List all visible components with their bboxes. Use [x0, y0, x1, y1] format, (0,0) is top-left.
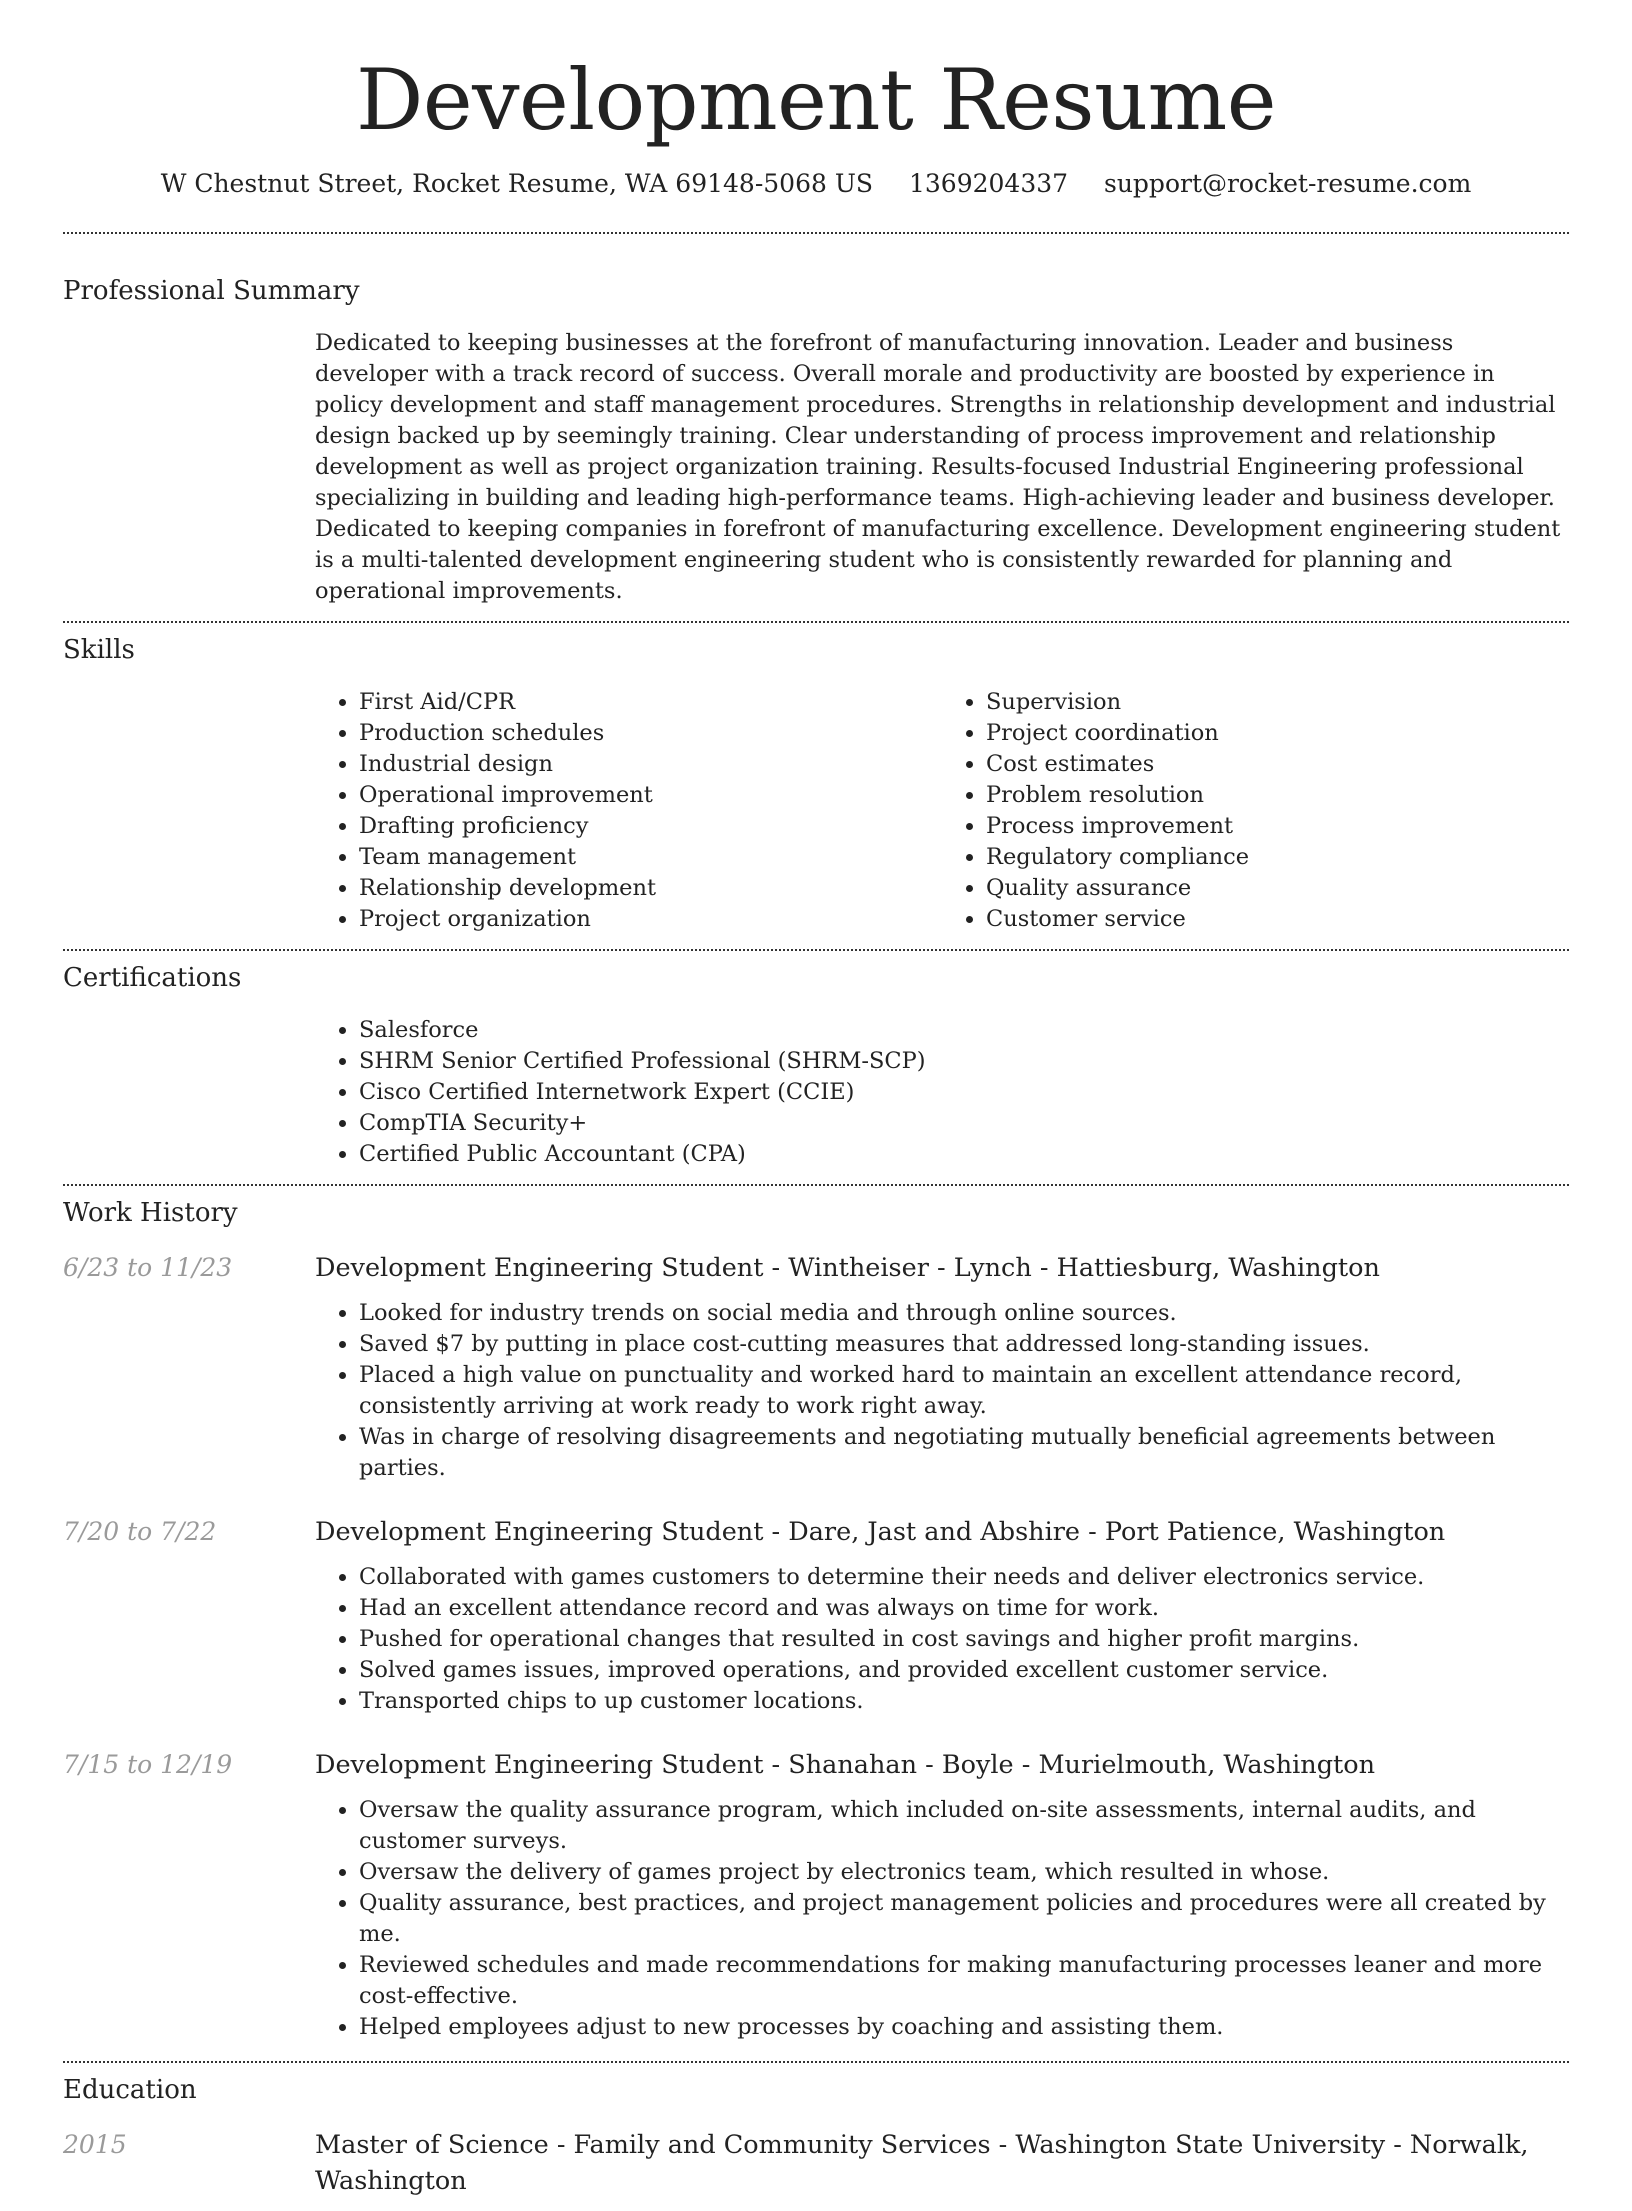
- job-entry: [63, 1747, 1569, 2043]
- job-title: Development Engineering Student - Dare, Jast and Abshire - Port Patience, Washington: [315, 1516, 1446, 1547]
- skill-item: • First Aid/CPR: [359, 687, 942, 718]
- skill-item: • Operational improvement: [359, 780, 942, 811]
- job-bullet: • Was in charge of resolving disagreements and negotiating mutually beneficial agreements between parties.: [359, 1422, 1569, 1484]
- summary-text: Dedicated to keeping businesses at the forefront of manufacturing innovation. Leader and business developer with a track record of success. Overall morale and productivity are boosted by experience in policy development and staff management procedures. Strengths in relationship development and industrial design backed up by seemingly training. Clear understanding of process improvement and relationship development as well as project organization training. Results-focused Industrial Engineering professional specializing in building and leading high-performance teams. High-achieving leader and business developer. Dedicated to keeping companies in forefront of manufacturing excellence. Development engineering student is a multi-talented development engineering student who is consistently rewarded for planning and operational improvements.: [315, 329, 1561, 604]
- job-bullets: [315, 1795, 1569, 2043]
- job-bullets: [315, 1298, 1569, 1484]
- job-bullet: • Helped employees adjust to new processes by coaching and assisting them.: [359, 2012, 1569, 2043]
- summary-title: Professional Summary: [63, 275, 360, 306]
- job-bullet: • Oversaw the quality assurance program, which included on-site assessments, internal audits, and customer surveys.: [359, 1795, 1569, 1857]
- skill-item: • Supervision: [986, 687, 1569, 718]
- job-bullet: • Quality assurance, best practices, and project management policies and procedures were all created by me.: [359, 1888, 1569, 1950]
- skill-item: • Customer service: [986, 904, 1569, 935]
- certification-item: • Salesforce: [359, 1015, 1569, 1046]
- skill-item: • Project coordination: [986, 718, 1569, 749]
- skill-item: • Problem resolution: [986, 780, 1569, 811]
- certification-item: • Cisco Certified Internetwork Expert (CCIE): [359, 1077, 1569, 1108]
- skill-item: • Industrial design: [359, 749, 942, 780]
- contact-address: W Chestnut Street, Rocket Resume, WA 69148-5068 US: [160, 168, 874, 198]
- contact-line: [0, 169, 1632, 198]
- job-bullet: • Saved $7 by putting in place cost-cutting measures that addressed long-standing issues.: [359, 1329, 1569, 1360]
- job-bullet: • Solved games issues, improved operations, and provided excellent customer service.: [359, 1655, 1569, 1686]
- skill-item: • Relationship development: [359, 873, 942, 904]
- resume-name: Development Resume: [356, 51, 1276, 149]
- summary-section: [0, 234, 1632, 621]
- skill-item: • Cost estimates: [986, 749, 1569, 780]
- job-entry: [63, 1514, 1569, 1717]
- job-bullet: • Reviewed schedules and made recommendations for making manufacturing processes leaner and more cost-effective.: [359, 1950, 1569, 2012]
- job-date: 7/20 to 7/22: [63, 1516, 217, 1546]
- education-title-text: Master of Science - Family and Community Services - Washington State University - Norwalk, Washington: [315, 2129, 1529, 2196]
- contact-email: support@rocket-resume.com: [1104, 168, 1472, 198]
- job-bullet: • Collaborated with games customers to determine their needs and deliver electronics service.: [359, 1562, 1569, 1593]
- certifications-section: [0, 951, 1632, 1184]
- certification-item: • CompTIA Security+: [359, 1108, 1569, 1139]
- skill-item: • Drafting proficiency: [359, 811, 942, 842]
- education-entry: [63, 2127, 1569, 2211]
- skill-item: • Production schedules: [359, 718, 942, 749]
- skills-section: [0, 623, 1632, 949]
- skill-item: • Team management: [359, 842, 942, 873]
- job-bullet: • Had an excellent attendance record and was always on time for work.: [359, 1593, 1569, 1624]
- education-date: 2015: [63, 2129, 127, 2159]
- education-title: Education: [63, 2074, 197, 2105]
- job-entry: [63, 1250, 1569, 1484]
- skills-list-right: [942, 687, 1569, 935]
- work-history-title: Work History: [63, 1197, 238, 1228]
- job-bullet: • Pushed for operational changes that resulted in cost savings and higher profit margins.: [359, 1624, 1569, 1655]
- job-bullet: • Placed a high value on punctuality and worked hard to maintain an excellent attendance record, consistently arriving at work ready to work right away.: [359, 1360, 1569, 1422]
- certification-item: • SHRM Senior Certified Professional (SHRM-SCP): [359, 1046, 1569, 1077]
- skills-list-left: [315, 687, 942, 935]
- work-history-section: [0, 1186, 1632, 2061]
- skill-item: • Quality assurance: [986, 873, 1569, 904]
- job-title: Development Engineering Student - Wintheiser - Lynch - Hattiesburg, Washington: [315, 1252, 1380, 1283]
- contact-phone: 1369204337: [908, 168, 1069, 198]
- job-title: Development Engineering Student - Shanahan - Boyle - Murielmouth, Washington: [315, 1749, 1376, 1780]
- job-bullets: [315, 1562, 1569, 1717]
- skill-item: • Process improvement: [986, 811, 1569, 842]
- job-date: 6/23 to 11/23: [63, 1252, 233, 1282]
- certifications-list: [315, 1015, 1569, 1170]
- education-section: [0, 2063, 1632, 2211]
- job-bullet: • Looked for industry trends on social media and through online sources.: [359, 1298, 1569, 1329]
- resume-header: [0, 0, 1632, 198]
- skills-title: Skills: [63, 634, 135, 665]
- certification-item: • Certified Public Accountant (CPA): [359, 1139, 1569, 1170]
- skill-item: • Project organization: [359, 904, 942, 935]
- job-date: 7/15 to 12/19: [63, 1749, 233, 1779]
- job-bullet: • Oversaw the delivery of games project by electronics team, which resulted in whose.: [359, 1857, 1569, 1888]
- certifications-title: Certifications: [63, 962, 242, 993]
- job-bullet: • Transported chips to up customer locations.: [359, 1686, 1569, 1717]
- skill-item: • Regulatory compliance: [986, 842, 1569, 873]
